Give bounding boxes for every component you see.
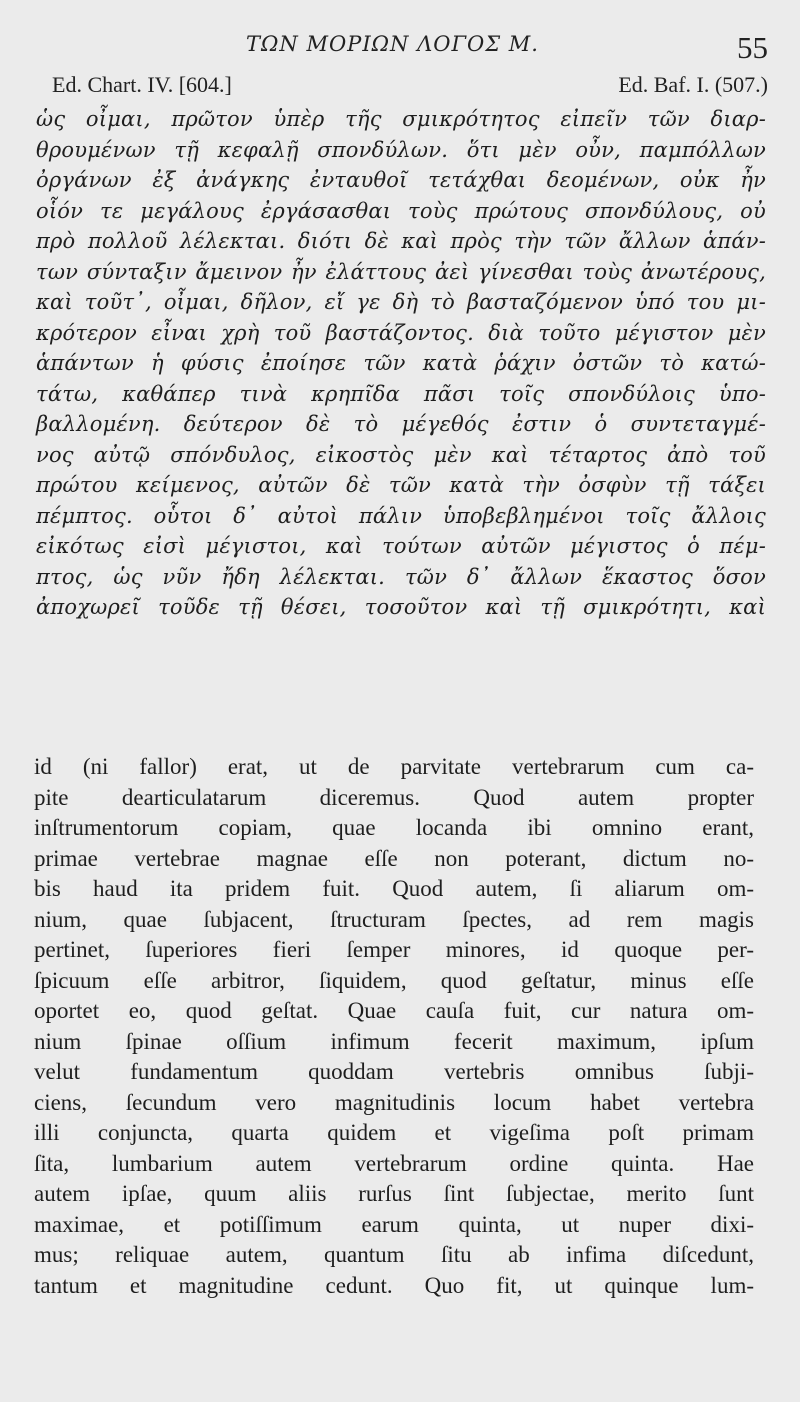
latin-line: autem ipſae, quum aliis rurſus ſint ſubjectae, merito ſunt bbox=[34, 1181, 754, 1206]
latin-line: inſtrumentorum copiam, quae locanda ibi omnino erant, bbox=[34, 815, 754, 840]
greek-line: πτος, ὡς νῦν ἤδη λέλεκται. τῶν δ᾽ ἄλλων ἕκαστος ὅσον bbox=[36, 564, 766, 589]
edition-reference-chartier: Ed. Chart. IV. [604.] bbox=[52, 72, 232, 97]
greek-line: πρώτου κείμενος, αὐτῶν δὲ τῶν κατὰ τὴν ὀσφὺν τῇ τάξει bbox=[36, 473, 766, 497]
greek-line: νος αὐτῷ σπόνδυλος, εἰκοστὸς μὲν καὶ τέταρτος ἀπὸ τοῦ bbox=[36, 442, 766, 467]
latin-text-block bbox=[34, 752, 754, 1301]
greek-line: οἷόν τε μεγάλους ἐργάσασθαι τοὺς πρώτους σπονδύλους, οὐ bbox=[36, 198, 766, 223]
greek-text-block bbox=[36, 104, 766, 623]
greek-line: ὀργάνων ἐξ ἀνάγκης ἐνταυθοῖ τετάχθαι δεομένων, οὐκ ἦν bbox=[36, 168, 766, 192]
latin-line: nium ſpinae oſſium infimum fecerit maximum, ipſum bbox=[34, 1028, 754, 1054]
latin-line: id (ni fallor) erat, ut de parvitate vertebrarum cum ca- bbox=[34, 754, 754, 779]
greek-line: ὡς οἶμαι, πρῶτον ὑπὲρ τῆς σμικρότητος εἰπεῖν τῶν διαρ- bbox=[36, 107, 766, 131]
greek-line: τάτω, καθάπερ τινὰ κρηπῖδα πᾶσι τοῖς σπονδύλοις ὑπο- bbox=[36, 381, 766, 406]
latin-line: maximae, et potiſſimum earum quinta, ut nuper dixi- bbox=[34, 1211, 754, 1237]
latin-line: bis haud ita pridem fuit. Quod autem, ſi aliarum om- bbox=[34, 876, 754, 901]
latin-line: ſpicuum eſſe arbitror, ſiquidem, quod geſtatur, minus eſſe bbox=[34, 967, 754, 993]
running-head bbox=[0, 30, 800, 66]
greek-line: κρότερον εἶναι χρὴ τοῦ βαστάζοντος. διὰ τοῦτο μέγιστον μὲν bbox=[36, 320, 766, 345]
greek-line: θρουμένων τῇ κεφαλῇ σπονδύλων. ὅτι μὲν οὖν, παμπόλλων bbox=[36, 137, 766, 162]
greek-line: πέμπτος. οὗτοι δ᾽ αὐτοὶ πάλιν ὑποβεβλημένοι τοῖς ἄλλοις bbox=[36, 503, 766, 528]
greek-line: ἀποχωρεῖ τοῦδε τῇ θέσει, τοσοῦτον καὶ τῇ σμικρότητι, καὶ bbox=[36, 595, 766, 619]
page-number: 55 bbox=[737, 30, 768, 65]
greek-line: των σύνταξιν ἄμεινον ἦν ἐλάττους ἀεὶ γίνεσθαι τοὺς ἀνωτέρους, bbox=[36, 259, 766, 284]
greek-line: καὶ τοῦτ᾽, οἶμαι, δῆλον, εἴ γε δὴ τὸ βασταζόμενον ὑπό του μι- bbox=[36, 290, 766, 314]
running-title: ΤΩΝ ΜΟΡΙΩΝ ΛΟΓΟΣ Μ. bbox=[246, 32, 539, 56]
edition-references bbox=[52, 72, 768, 102]
latin-line: mus; reliquae autem, quantum ſitu ab infima diſcedunt, bbox=[34, 1242, 754, 1267]
latin-line: ſita, lumbarium autem vertebrarum ordine quinta. Hae bbox=[34, 1150, 754, 1176]
greek-line: βαλλομένη. δεύτερον δὲ τὸ μέγεθός ἐστιν ὁ συντεταγμέ- bbox=[36, 412, 766, 436]
latin-line: pertinet, ſuperiores fieri ſemper minores, id quoque per- bbox=[34, 937, 754, 962]
latin-line: nium, quae ſubjacent, ſtructuram ſpectes, ad rem magis bbox=[34, 906, 754, 932]
latin-line: velut fundamentum quoddam vertebris omnibus ſubji- bbox=[34, 1059, 754, 1084]
greek-line: εἰκότως εἰσὶ μέγιστοι, καὶ τούτων αὐτῶν μέγιστος ὁ πέμ- bbox=[36, 534, 766, 558]
latin-line: tantum et magnitudine cedunt. Quo fit, ut quinque lum- bbox=[34, 1272, 754, 1298]
latin-line: oportet eo, quod geſtat. Quae cauſa fuit, cur natura om- bbox=[34, 998, 754, 1023]
edition-reference-basel: Ed. Baf. I. (507.) bbox=[618, 72, 768, 97]
latin-line: pite dearticulatarum diceremus. Quod autem propter bbox=[34, 784, 754, 810]
greek-line: πρὸ πολλοῦ λέλεκται. διότι δὲ καὶ πρὸς τὴν τῶν ἄλλων ἁπάν- bbox=[36, 229, 766, 253]
latin-line: illi conjuncta, quarta quidem et vigeſima poſt primam bbox=[34, 1120, 754, 1145]
latin-line: ciens, ſecundum vero magnitudinis locum habet vertebra bbox=[34, 1089, 754, 1115]
latin-line: primae vertebrae magnae eſſe non poterant, dictum no- bbox=[34, 845, 754, 871]
greek-line: ἁπάντων ἡ φύσις ἐποίησε τῶν κατὰ ῥάχιν ὀστῶν τὸ κατώ- bbox=[36, 351, 766, 375]
